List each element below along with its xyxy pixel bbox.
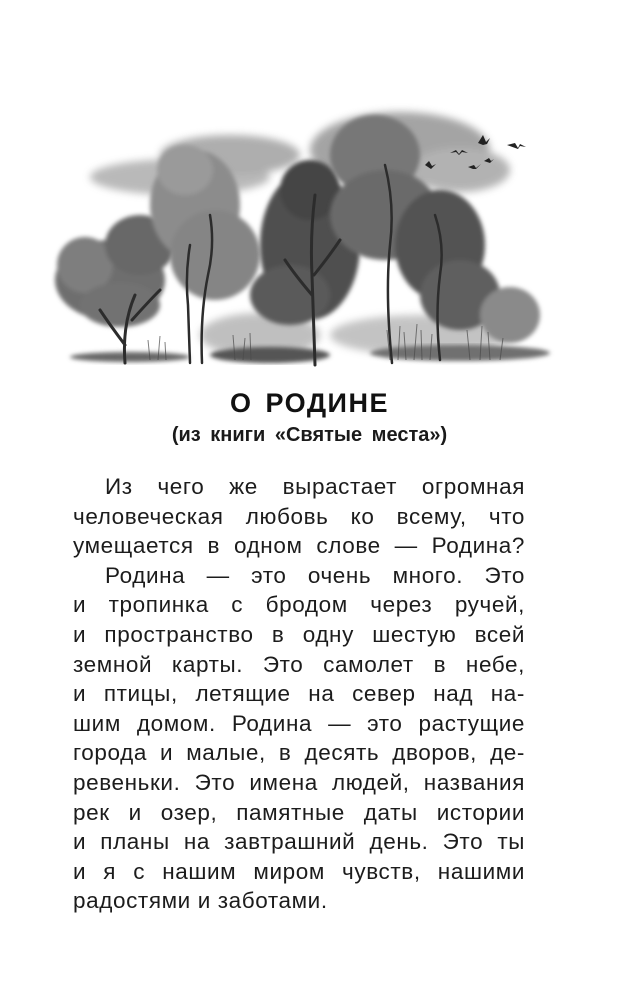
text-line: и планы на завтрашний день. Это ты — [73, 829, 525, 855]
chapter-subtitle: (из книги «Святые места») — [171, 424, 448, 446]
text-line: ревеньки. Это имена людей, названия — [73, 769, 525, 795]
text-line: и тропинка с бродом через ручей, — [73, 592, 525, 618]
text-line: шим домом. Родина — это растущие — [73, 710, 525, 736]
body-paragraphs — [73, 472, 525, 916]
trees-illustration-icon — [40, 95, 580, 380]
text-line: человеческая любовь ко всему, что — [73, 503, 525, 529]
text-line: умещается в одном слове — Родина? — [73, 533, 525, 559]
trees-illustration — [40, 95, 580, 380]
text-line: города и малые, в десять дворов, де- — [73, 740, 525, 766]
text-line: Из чего же вырастает огромная — [105, 474, 525, 499]
text-line: и пространство в одну шестую всей — [73, 621, 525, 647]
text-line: радостями и заботами. — [73, 888, 328, 914]
text-line: земной карты. Это самолет в небе, — [73, 651, 525, 677]
text-line: рек и озер, памятные даты истории — [73, 799, 525, 825]
chapter-title: О РОДИНЕ — [230, 388, 389, 418]
text-line: и птицы, летящие на север над на- — [73, 681, 525, 707]
text-line: Родина — это очень много. Это — [105, 562, 525, 588]
text-line: и я с нашим миром чувств, нашими — [73, 858, 525, 884]
